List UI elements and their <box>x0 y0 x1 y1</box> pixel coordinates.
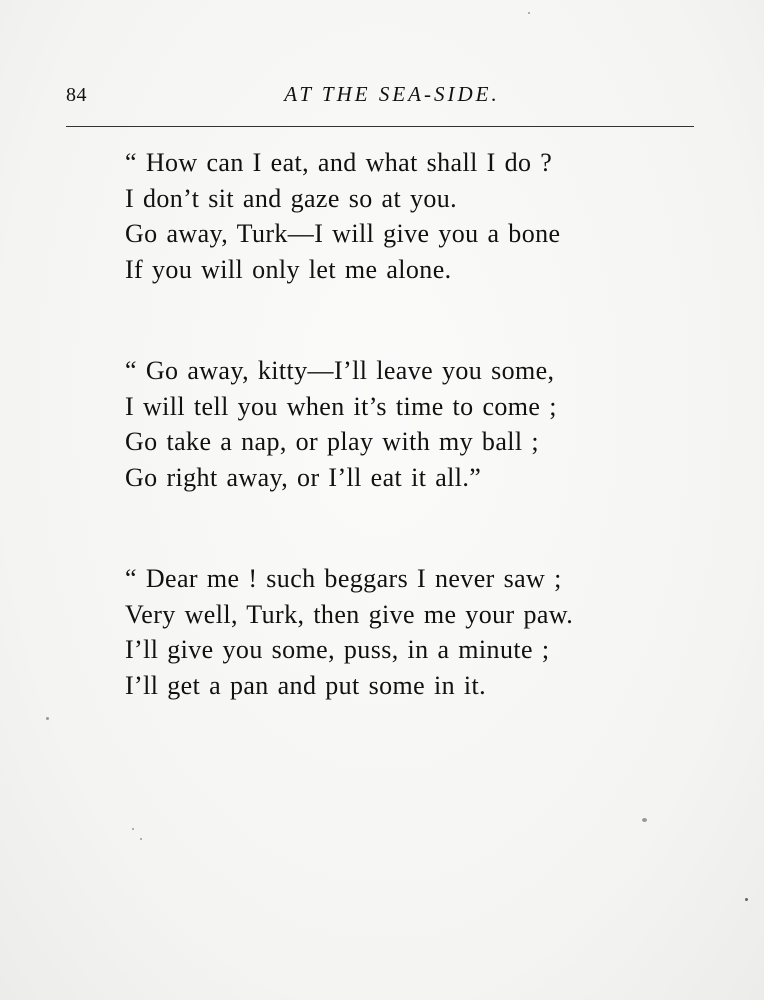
poem-line: “ Dear me ! such beggars I never saw ; <box>125 564 562 593</box>
poem-line: Very well, Turk, then give me your paw. <box>125 599 574 629</box>
paper-speck <box>528 12 530 14</box>
paper-speck <box>46 717 49 720</box>
poem-line: Go away, Turk—I will give you a bone <box>125 219 561 248</box>
poem-line: I’ll give you some, puss, in a minute ; <box>125 635 550 664</box>
poem-line: “ How can I eat, and what shall I do ? <box>125 148 553 177</box>
poem <box>125 145 685 769</box>
stanza-2 <box>125 353 685 495</box>
poem-line: I don’t sit and gaze so at you. <box>125 183 458 213</box>
header-rule <box>66 126 694 127</box>
page-number: 84 <box>66 84 87 106</box>
poem-line: “ Go away, kitty—I’ll leave you some, <box>125 356 555 385</box>
poem-line: If you will only let me alone. <box>125 254 452 284</box>
poem-line: I will tell you when it’s time to come ; <box>125 391 557 421</box>
paper-speck <box>642 818 647 822</box>
paper-speck <box>745 898 748 901</box>
poem-line: Go right away, or I’ll eat it all.” <box>125 462 482 492</box>
paper-speck <box>140 838 142 840</box>
running-title: AT THE SEA-SIDE. <box>284 82 500 106</box>
poem-line: Go take a nap, or play with my ball ; <box>125 427 540 456</box>
stanza-3 <box>125 561 685 703</box>
paper-speck <box>132 828 134 830</box>
poem-line: I’ll get a pan and put some in it. <box>125 670 487 700</box>
stanza-1 <box>125 145 685 287</box>
